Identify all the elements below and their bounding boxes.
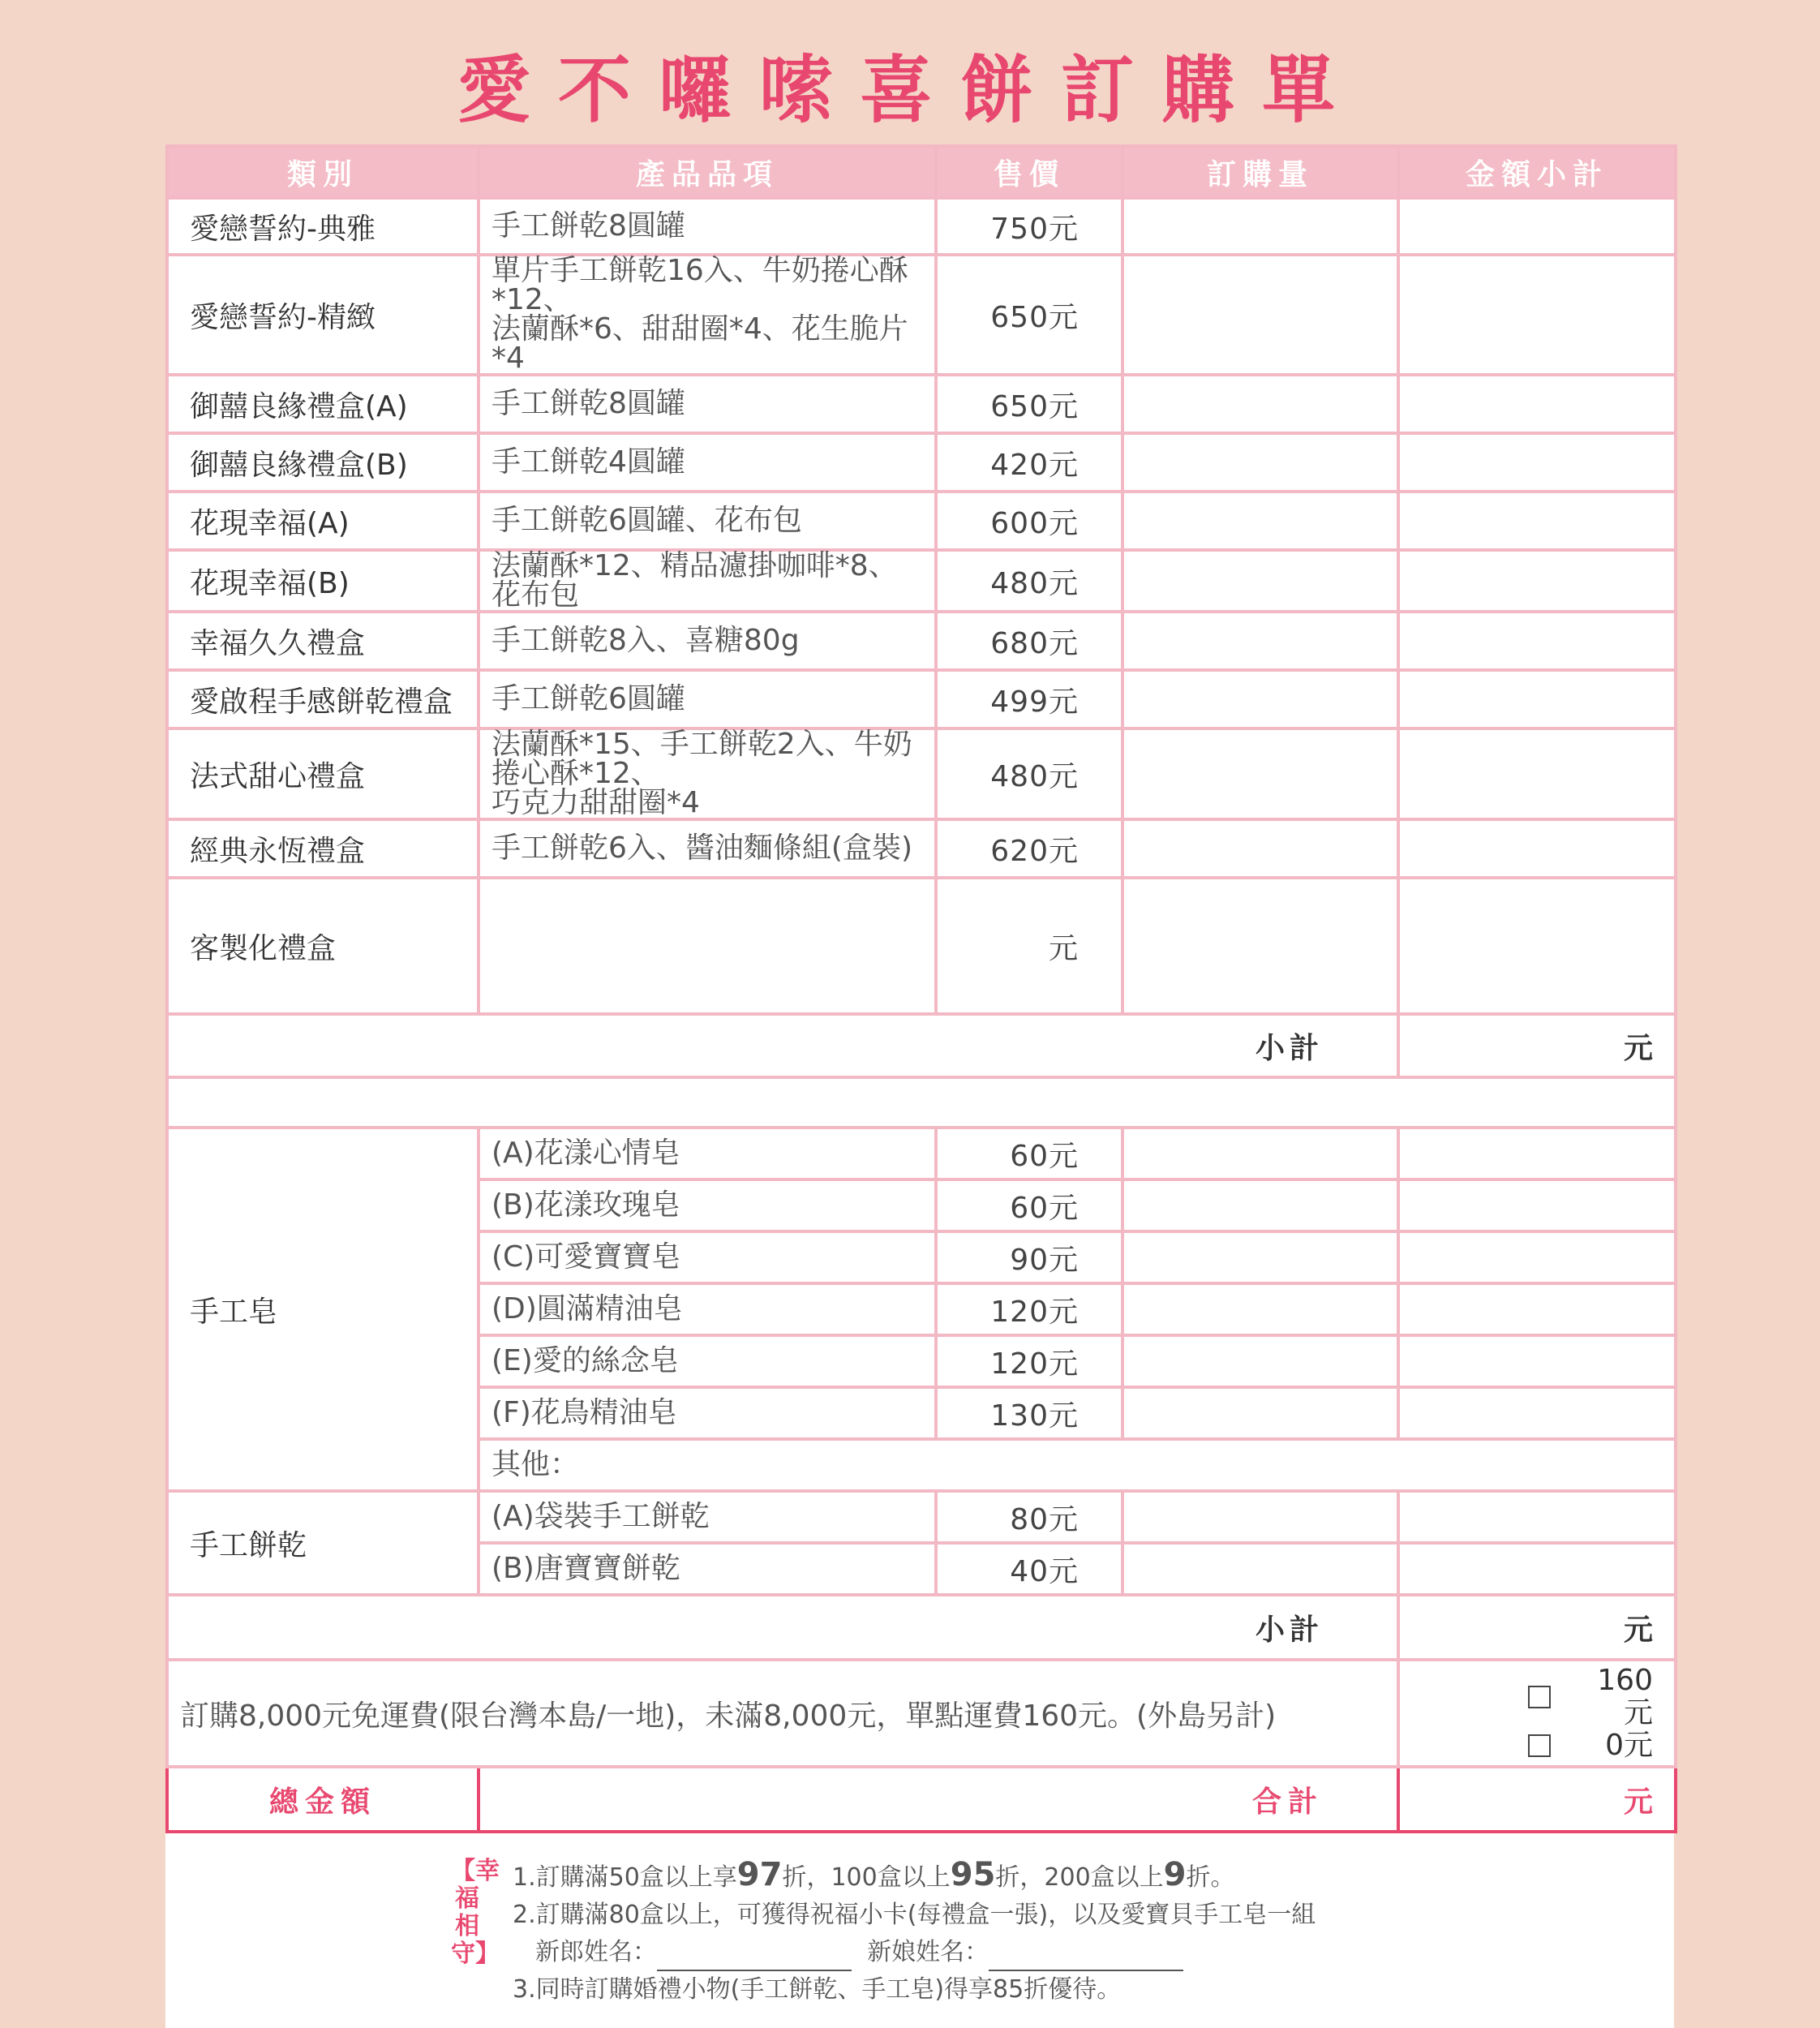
- soap-price: 130元: [936, 1387, 1122, 1439]
- quantity-cell[interactable]: [1122, 1179, 1398, 1231]
- note-line-2: 2.訂購滿80盒以上，可獲得祝福小卡(每禮盒一張)，以及愛寶貝手工皂一組: [513, 1901, 1316, 1929]
- shipping-text: 訂購8,000元免運費(限台灣本島/一地)，未滿8,000元，單點運費160元。(外島另計): [167, 1660, 1398, 1767]
- soap-item: (D)圓滿精油皂: [479, 1283, 936, 1335]
- quantity-cell[interactable]: [1122, 1543, 1398, 1595]
- amount-cell[interactable]: [1398, 819, 1676, 878]
- quantity-cell[interactable]: [1122, 1283, 1398, 1335]
- checkbox-0[interactable]: [1528, 1734, 1551, 1757]
- product-category: 御囍良緣禮盒(A): [167, 375, 479, 433]
- order-table: [165, 144, 1677, 1833]
- amount-cell[interactable]: [1398, 1491, 1676, 1543]
- soap-item: (C)可愛寶寶皂: [479, 1231, 936, 1283]
- quantity-cell[interactable]: [1122, 1231, 1398, 1283]
- amount-cell[interactable]: [1398, 878, 1676, 1014]
- amount-cell[interactable]: [1398, 1387, 1676, 1439]
- soap-price: 60元: [936, 1128, 1122, 1179]
- table-row: [167, 1491, 1676, 1543]
- quantity-cell[interactable]: [1122, 612, 1398, 670]
- soap-price: 60元: [936, 1179, 1122, 1231]
- header-category: 類別: [167, 146, 479, 198]
- total-unit: 元: [1398, 1767, 1676, 1832]
- cookie-item: (B)唐寶寶餅乾: [479, 1543, 936, 1595]
- notes-section: [165, 1833, 1674, 2028]
- subtotal-label: 小計: [167, 1014, 1398, 1077]
- header-price: 售價: [936, 146, 1122, 198]
- bride-name-field[interactable]: [989, 1945, 1183, 1971]
- product-items: 手工餅乾8入、喜糖80g: [479, 612, 936, 670]
- groom-label: 新郎姓名：: [535, 1938, 657, 1966]
- table-row: [167, 670, 1676, 728]
- product-price: 600元: [936, 492, 1122, 550]
- amount-cell[interactable]: [1398, 1128, 1676, 1179]
- other-field[interactable]: 其他：: [479, 1439, 1676, 1491]
- table-row: [167, 492, 1676, 550]
- table-row: [167, 878, 1676, 1014]
- amount-cell[interactable]: [1398, 433, 1676, 492]
- product-price: 420元: [936, 433, 1122, 492]
- table-row: [167, 433, 1676, 492]
- soap-price: 120元: [936, 1283, 1122, 1335]
- note-line-3: 3.同時訂購婚禮小物(手工餅乾、手工皂)得享85折優待。: [513, 1975, 1122, 2004]
- note-line-1: [513, 1856, 1316, 1897]
- product-price: 620元: [936, 819, 1122, 878]
- product-items: 手工餅乾4圓罐: [479, 433, 936, 492]
- discount-97: 97: [736, 1856, 783, 1893]
- table-row: [167, 550, 1676, 612]
- table-row: [167, 612, 1676, 670]
- shipping-option-0[interactable]: [1421, 1729, 1653, 1762]
- amount-cell[interactable]: [1398, 550, 1676, 612]
- table-row: [167, 819, 1676, 878]
- header-product: 產品品項: [479, 146, 936, 198]
- soap-price: 90元: [936, 1231, 1122, 1283]
- amount-cell[interactable]: [1398, 492, 1676, 550]
- spacer-cell: [167, 1077, 1676, 1128]
- note-text: 折，200盒以上: [995, 1863, 1164, 1892]
- names-line: [513, 1934, 1316, 1971]
- wedding-rows: [167, 198, 1676, 1014]
- amount-cell[interactable]: [1398, 670, 1676, 728]
- shipping-option-label: 0元: [1605, 1729, 1653, 1762]
- amount-cell[interactable]: [1398, 1335, 1676, 1387]
- total-label: 總金額: [167, 1767, 479, 1832]
- soap-item: (B)花漾玫瑰皂: [479, 1179, 936, 1231]
- discount-9: 9: [1163, 1856, 1187, 1893]
- table-row: [167, 375, 1676, 433]
- amount-cell[interactable]: [1398, 1283, 1676, 1335]
- shipping-option-label: 160元: [1597, 1664, 1653, 1729]
- cookie-item: (A)袋裝手工餅乾: [479, 1491, 936, 1543]
- product-price: 元: [936, 878, 1122, 1014]
- product-price: 480元: [936, 728, 1122, 819]
- product-category: 愛戀誓約-精緻: [167, 255, 479, 375]
- product-price: 499元: [936, 670, 1122, 728]
- soap-rows: [167, 1128, 1676, 1491]
- order-form: [165, 144, 1674, 2028]
- product-category: 法式甜心禮盒: [167, 728, 479, 819]
- quantity-cell[interactable]: [1122, 375, 1398, 433]
- quantity-cell[interactable]: [1122, 433, 1398, 492]
- soap-category: 手工皂: [167, 1128, 479, 1491]
- quantity-cell[interactable]: [1122, 255, 1398, 375]
- page-title: 愛不囉嗦喜餅訂購單: [457, 48, 1363, 133]
- table-row: [167, 255, 1676, 375]
- product-price: 650元: [936, 255, 1122, 375]
- soap-item: (F)花鳥精油皂: [479, 1387, 936, 1439]
- subtotal-label-2: 小計: [167, 1595, 1398, 1660]
- cookie-price: 40元: [936, 1543, 1122, 1595]
- quantity-cell[interactable]: [1122, 728, 1398, 819]
- table-row: [167, 198, 1676, 255]
- product-category: 經典永恆禮盒: [167, 819, 479, 878]
- product-category: 愛戀誓約-典雅: [167, 198, 479, 255]
- header-quantity: 訂購量: [1122, 146, 1398, 198]
- amount-cell[interactable]: [1398, 255, 1676, 375]
- product-items: 手工餅乾8圓罐: [479, 375, 936, 433]
- product-price: 750元: [936, 198, 1122, 255]
- table-row: [167, 1128, 1676, 1179]
- subtotal-unit-2: 元: [1398, 1595, 1676, 1660]
- quantity-cell[interactable]: [1122, 1128, 1398, 1179]
- quantity-cell[interactable]: [1122, 198, 1398, 255]
- note-text: 折。: [1186, 1863, 1235, 1892]
- product-category: 花現幸福(B): [167, 550, 479, 612]
- cookie-price: 80元: [936, 1491, 1122, 1543]
- quantity-cell[interactable]: [1122, 1335, 1398, 1387]
- amount-cell[interactable]: [1398, 728, 1676, 819]
- product-category: 客製化禮盒: [167, 878, 479, 1014]
- product-price: 680元: [936, 612, 1122, 670]
- quantity-cell[interactable]: [1122, 550, 1398, 612]
- shipping-row: [167, 1660, 1676, 1767]
- soap-price: 120元: [936, 1335, 1122, 1387]
- note-text: 1.訂購滿50盒以上享: [513, 1863, 737, 1892]
- product-items: 手工餅乾6圓罐、花布包: [479, 492, 936, 550]
- quantity-cell[interactable]: [1122, 819, 1398, 878]
- amount-cell[interactable]: [1398, 1231, 1676, 1283]
- product-items: 手工餅乾8圓罐: [479, 198, 936, 255]
- amount-cell[interactable]: [1398, 375, 1676, 433]
- product-category: 愛啟程手感餅乾禮盒: [167, 670, 479, 728]
- notes-tag: 【幸福相守】: [451, 1857, 500, 1968]
- product-items: 單片手工餅乾16入、牛奶捲心酥*12、 法蘭酥*6、甜甜圈*4、花生脆片*4: [479, 255, 936, 375]
- table-row: [167, 728, 1676, 819]
- amount-cell[interactable]: [1398, 612, 1676, 670]
- header-row: [167, 146, 1676, 198]
- total-row: [167, 1767, 1676, 1832]
- product-category: 花現幸福(A): [167, 492, 479, 550]
- quantity-cell[interactable]: [1122, 1491, 1398, 1543]
- groom-name-field[interactable]: [657, 1945, 852, 1971]
- gifts-subtotal-row: [167, 1595, 1676, 1660]
- product-items: 法蘭酥*15、手工餅乾2入、牛奶捲心酥*12、 巧克力甜甜圈*4: [479, 728, 936, 819]
- amount-cell[interactable]: [1398, 1543, 1676, 1595]
- note-text: 折，100盒以上: [782, 1863, 951, 1892]
- header-subtotal: 金額小計: [1398, 146, 1676, 198]
- amount-cell[interactable]: [1398, 1179, 1676, 1231]
- product-price: 650元: [936, 375, 1122, 433]
- shipping-options: [1398, 1660, 1676, 1767]
- product-price: 480元: [936, 550, 1122, 612]
- subtotal-unit: 元: [1398, 1014, 1676, 1077]
- spacer-row: [167, 1077, 1676, 1128]
- cookie-category: 手工餅乾: [167, 1491, 479, 1595]
- wedding-subtotal-row: [167, 1014, 1676, 1077]
- quantity-cell[interactable]: [1122, 1387, 1398, 1439]
- discount-95: 95: [950, 1856, 996, 1893]
- product-items: [479, 878, 936, 1014]
- total-sum-label: 合計: [479, 1767, 1398, 1832]
- quantity-cell[interactable]: [1122, 878, 1398, 1014]
- bride-label: 新娘姓名：: [867, 1938, 989, 1966]
- quantity-cell[interactable]: [1122, 492, 1398, 550]
- checkbox-160[interactable]: [1528, 1686, 1551, 1708]
- soap-item: (E)愛的絲念皂: [479, 1335, 936, 1387]
- soap-item: (A)花漾心情皂: [479, 1128, 936, 1179]
- product-items: 手工餅乾6入、醬油麵條組(盒裝): [479, 819, 936, 878]
- amount-cell[interactable]: [1398, 198, 1676, 255]
- quantity-cell[interactable]: [1122, 670, 1398, 728]
- notes-body: [513, 1856, 1316, 2009]
- product-items: 法蘭酥*12、精品濾掛咖啡*8、花布包: [479, 550, 936, 612]
- cookie-rows: [167, 1491, 1676, 1595]
- product-items: 手工餅乾6圓罐: [479, 670, 936, 728]
- product-category: 幸福久久禮盒: [167, 612, 479, 670]
- shipping-option-160[interactable]: [1421, 1665, 1653, 1729]
- product-category: 御囍良緣禮盒(B): [167, 433, 479, 492]
